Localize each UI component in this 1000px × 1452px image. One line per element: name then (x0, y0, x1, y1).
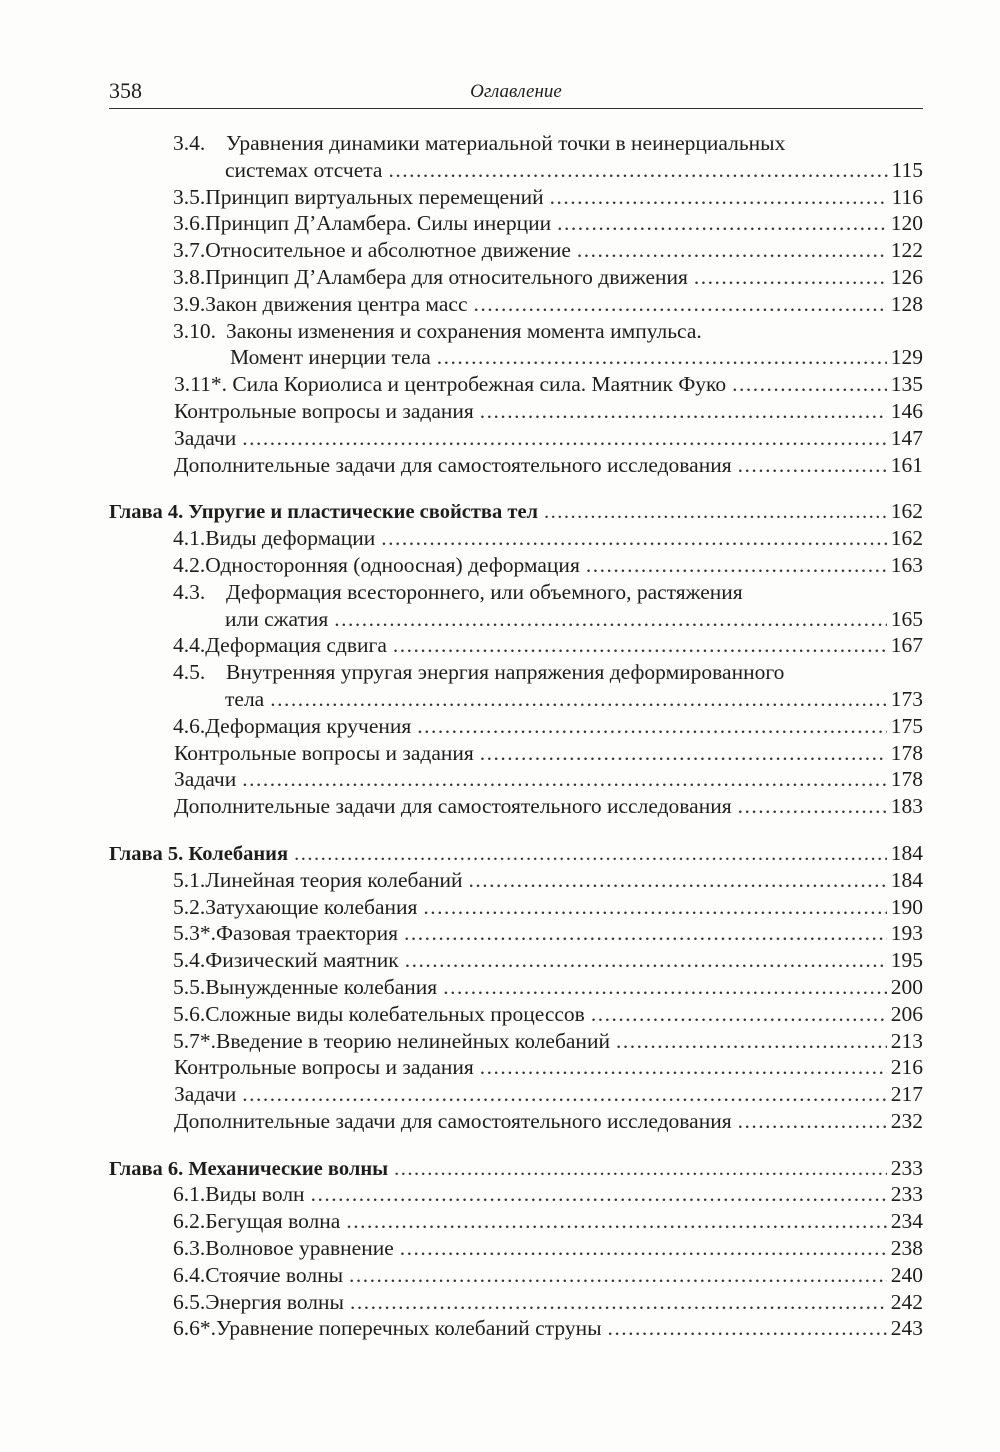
section-title: Законы изменения и сохранения момента импульса. (226, 318, 702, 343)
page-ref: 240 (890, 1262, 923, 1287)
section-number: 5.6. (173, 1001, 206, 1026)
toc-entry-3-4 (109, 130, 923, 157)
toc-entry-4-3-cont (109, 606, 923, 633)
toc-entry-6-5 (109, 1289, 923, 1316)
toc-entry-6-2 (109, 1208, 923, 1235)
dot-leader (474, 291, 887, 318)
toc-entry-6-4 (109, 1262, 923, 1289)
dot-leader (443, 974, 887, 1001)
toc-entry-3-5 (109, 184, 923, 211)
table-of-contents (109, 130, 923, 1342)
section-title: Односторонняя (одноосная) деформация (205, 552, 580, 577)
section-title: Дополнительные задачи для самостоятельного исследования (174, 794, 732, 819)
dot-leader (577, 237, 887, 264)
section-number: 5.4. (173, 948, 206, 973)
toc-entry-ch3-problems (109, 425, 923, 452)
section-title: Задачи (174, 425, 237, 450)
page-ref: 128 (890, 291, 923, 316)
toc-entry-5-4 (109, 947, 923, 974)
toc-entry-3-6 (109, 210, 923, 237)
page-ref: 116 (891, 184, 923, 209)
toc-entry-ch5-problems (109, 1081, 923, 1108)
section-title: Принцип Д’Аламбера для относительного движения (205, 264, 688, 289)
page-ref: 217 (890, 1082, 923, 1107)
chapter-title: Глава 4. Упругие и пластические свойства тел (109, 501, 539, 524)
dot-leader (242, 1081, 886, 1108)
page-ref: 146 (890, 398, 923, 423)
page-ref: 242 (890, 1289, 923, 1314)
toc-entry-4-1 (109, 525, 923, 552)
toc-entry-3-7 (109, 237, 923, 264)
section-title: Бегущая волна (205, 1209, 341, 1234)
page-ref: 115 (891, 157, 923, 182)
dot-leader (404, 920, 887, 947)
section-number: 3.5. (173, 184, 206, 209)
section-number: 4.2. (173, 552, 206, 577)
dot-leader (616, 1028, 887, 1055)
section-title: 3.11*. Сила Кориолиса и центробежная сила. Маятник Фуко (174, 372, 727, 397)
section-number: 6.3. (173, 1236, 206, 1261)
dot-leader (388, 157, 887, 184)
dot-leader (350, 1289, 887, 1316)
toc-entry-4-4 (109, 632, 923, 659)
dot-leader (405, 947, 887, 974)
page-ref: 206 (890, 1001, 923, 1026)
dot-leader (738, 452, 887, 479)
section-title: Внутренняя упругая энергия напряжения деформированного (226, 660, 785, 685)
dot-leader (544, 499, 887, 526)
page-ref: 161 (890, 452, 923, 477)
section-title: Деформация сдвига (205, 633, 387, 658)
dot-leader (738, 1108, 887, 1135)
section-number: 6.5. (173, 1289, 206, 1314)
section-number: 5.3*. (173, 921, 216, 946)
page-ref: 216 (890, 1055, 923, 1080)
toc-entry-5-6 (109, 1001, 923, 1028)
page-ref: 190 (890, 894, 923, 919)
page-ref: 233 (890, 1155, 923, 1180)
dot-leader (732, 371, 887, 398)
dot-leader (437, 344, 887, 371)
section-number: 5.5. (173, 974, 206, 999)
page-ref: 238 (890, 1236, 923, 1261)
section-title: Фазовая траектория (216, 921, 398, 946)
section-number: 6.1. (173, 1182, 206, 1207)
toc-entry-5-5 (109, 974, 923, 1001)
section-title: Волновое уравнение (205, 1236, 394, 1261)
toc-entry-3-11 (109, 371, 923, 398)
dot-leader (608, 1315, 887, 1342)
dot-leader (294, 841, 887, 868)
section-title: Физический маятник (205, 948, 399, 973)
toc-entry-4-5 (109, 659, 923, 686)
toc-entry-3-8 (109, 264, 923, 291)
page-ref: 183 (890, 794, 923, 819)
dot-leader (480, 740, 887, 767)
section-number: 6.6*. (173, 1316, 216, 1341)
page-ref: 167 (890, 633, 923, 658)
section-title: Линейная теория колебаний (205, 867, 463, 892)
chapter-title: Глава 6. Механические волны (109, 1157, 389, 1180)
dot-leader (423, 894, 886, 921)
dot-leader (738, 793, 887, 820)
section-title: Виды деформации (205, 526, 376, 551)
toc-chapter-6 (109, 1155, 923, 1182)
section-title-cont: Момент инерции тела (230, 345, 431, 370)
dot-leader (694, 264, 887, 291)
page-ref: 129 (890, 345, 923, 370)
section-title: Задачи (174, 1082, 237, 1107)
page-ref: 147 (890, 425, 923, 450)
section-title: Вынужденные колебания (205, 974, 438, 999)
page-ref: 195 (890, 948, 923, 973)
page-ref: 120 (890, 211, 923, 236)
section-title: Закон движения центра масс (205, 291, 468, 316)
page-ref: 234 (890, 1209, 923, 1234)
dot-leader (469, 867, 887, 894)
page-ref: 233 (890, 1182, 923, 1207)
chapter-title: Глава 5. Колебания (109, 842, 289, 865)
dot-leader (311, 1181, 887, 1208)
toc-entry-4-6 (109, 713, 923, 740)
dot-leader (557, 210, 887, 237)
toc-entry-ch5-questions (109, 1054, 923, 1081)
toc-entry-4-3 (109, 579, 923, 606)
dot-leader (417, 713, 886, 740)
section-number: 4.4. (173, 633, 206, 658)
toc-entry-4-2 (109, 552, 923, 579)
running-head (109, 78, 923, 109)
page-ref: 173 (890, 686, 923, 711)
dot-leader (394, 1156, 887, 1183)
section-number: 3.6. (173, 211, 206, 236)
section-number: 6.2. (173, 1209, 206, 1234)
toc-entry-3-9 (109, 291, 923, 318)
section-title: Уравнения динамики материальной точки в неинерциальных (226, 131, 786, 155)
page-ref: 193 (890, 921, 923, 946)
section-number: 4.1. (173, 526, 206, 551)
section-title: Стоячие волны (205, 1262, 344, 1287)
section-number: 5.1. (173, 867, 206, 892)
page-ref: 135 (890, 372, 923, 397)
toc-entry-ch4-problems (109, 766, 923, 793)
toc-entry-5-7 (109, 1028, 923, 1055)
section-title: Относительное и абсолютное движение (205, 238, 571, 263)
toc-entry-6-3 (109, 1235, 923, 1262)
section-number: 3.10. (173, 318, 216, 343)
toc-chapter-4 (109, 498, 923, 525)
page-ref: 162 (890, 499, 923, 524)
toc-entry-ch4-extra (109, 793, 923, 820)
dot-leader (550, 184, 888, 211)
section-title: Уравнение поперечных колебаний струны (216, 1316, 602, 1341)
dot-leader (270, 686, 887, 713)
dot-leader (242, 766, 886, 793)
page-number: 358 (109, 78, 142, 103)
dot-leader (381, 525, 887, 552)
page-ref: 178 (890, 767, 923, 792)
page-ref: 175 (890, 713, 923, 738)
page-ref: 243 (890, 1316, 923, 1341)
section-number: 3.9. (173, 291, 206, 316)
section-title: Контрольные вопросы и задания (174, 740, 474, 765)
dot-leader (480, 398, 887, 425)
section-title: Деформация кручения (205, 713, 412, 738)
section-title: Виды волн (205, 1182, 305, 1207)
page-ref: 232 (890, 1108, 923, 1133)
section-title: Контрольные вопросы и задания (174, 398, 474, 423)
toc-entry-3-4-cont (109, 157, 923, 184)
section-number: 4.3. (173, 579, 206, 604)
page-ref: 213 (890, 1028, 923, 1053)
dot-leader (349, 1262, 887, 1289)
page-ref: 178 (890, 740, 923, 765)
section-number: 6.4. (173, 1262, 206, 1287)
section-title: Принцип виртуальных перемещений (205, 184, 544, 209)
toc-entry-ch5-extra (109, 1108, 923, 1135)
dot-leader (393, 632, 887, 659)
section-title: Дополнительные задачи для самостоятельного исследования (174, 1108, 732, 1133)
toc-entry-5-2 (109, 894, 923, 921)
section-number: 3.4. (173, 131, 206, 155)
toc-entry-6-6 (109, 1315, 923, 1342)
toc-entry-4-5-cont (109, 686, 923, 713)
page-ref: 126 (890, 264, 923, 289)
section-title: Энергия волны (205, 1289, 344, 1314)
page-ref: 162 (890, 526, 923, 551)
dot-leader (242, 425, 886, 452)
toc-entry-5-3 (109, 920, 923, 947)
section-number: 4.6. (173, 713, 206, 738)
section-title: Дополнительные задачи для самостоятельного исследования (174, 452, 732, 477)
toc-chapter-5 (109, 840, 923, 867)
section-number: 4.5. (173, 660, 206, 685)
running-title: Оглавление (470, 81, 562, 102)
toc-entry-ch4-questions (109, 740, 923, 767)
toc-entry-3-10 (109, 318, 923, 345)
page-ref: 184 (890, 867, 923, 892)
page-ref: 122 (890, 238, 923, 263)
section-number: 5.7*. (173, 1028, 216, 1053)
toc-entry-ch3-extra (109, 452, 923, 479)
toc-entry-3-10-cont (109, 344, 923, 371)
section-number: 3.8. (173, 264, 206, 289)
section-title: Деформация всестороннего, или объемного, растяжения (226, 579, 743, 604)
section-title: Задачи (174, 767, 237, 792)
dot-leader (400, 1235, 887, 1262)
toc-entry-6-1 (109, 1181, 923, 1208)
page-ref: 163 (890, 552, 923, 577)
page-ref: 184 (890, 840, 923, 865)
section-number: 3.7. (173, 238, 206, 263)
dot-leader (480, 1054, 887, 1081)
section-title-cont: тела (225, 686, 265, 711)
section-title-cont: системах отсчета (225, 157, 383, 182)
section-number: 5.2. (173, 894, 206, 919)
toc-entry-5-1 (109, 867, 923, 894)
dot-leader (586, 552, 887, 579)
page-ref: 200 (890, 974, 923, 999)
section-title: Затухающие колебания (205, 894, 418, 919)
dot-leader (334, 606, 886, 633)
section-title: Контрольные вопросы и задания (174, 1055, 474, 1080)
page-ref: 165 (890, 606, 923, 631)
section-title: Введение в теорию нелинейных колебаний (216, 1028, 610, 1053)
dot-leader (591, 1001, 887, 1028)
section-title: Принцип Д’Аламбера. Силы инерции (205, 211, 552, 236)
section-title: Сложные виды колебательных процессов (205, 1001, 585, 1026)
dot-leader (346, 1208, 886, 1235)
section-title-cont: или сжатия (225, 606, 329, 631)
toc-entry-ch3-questions (109, 398, 923, 425)
